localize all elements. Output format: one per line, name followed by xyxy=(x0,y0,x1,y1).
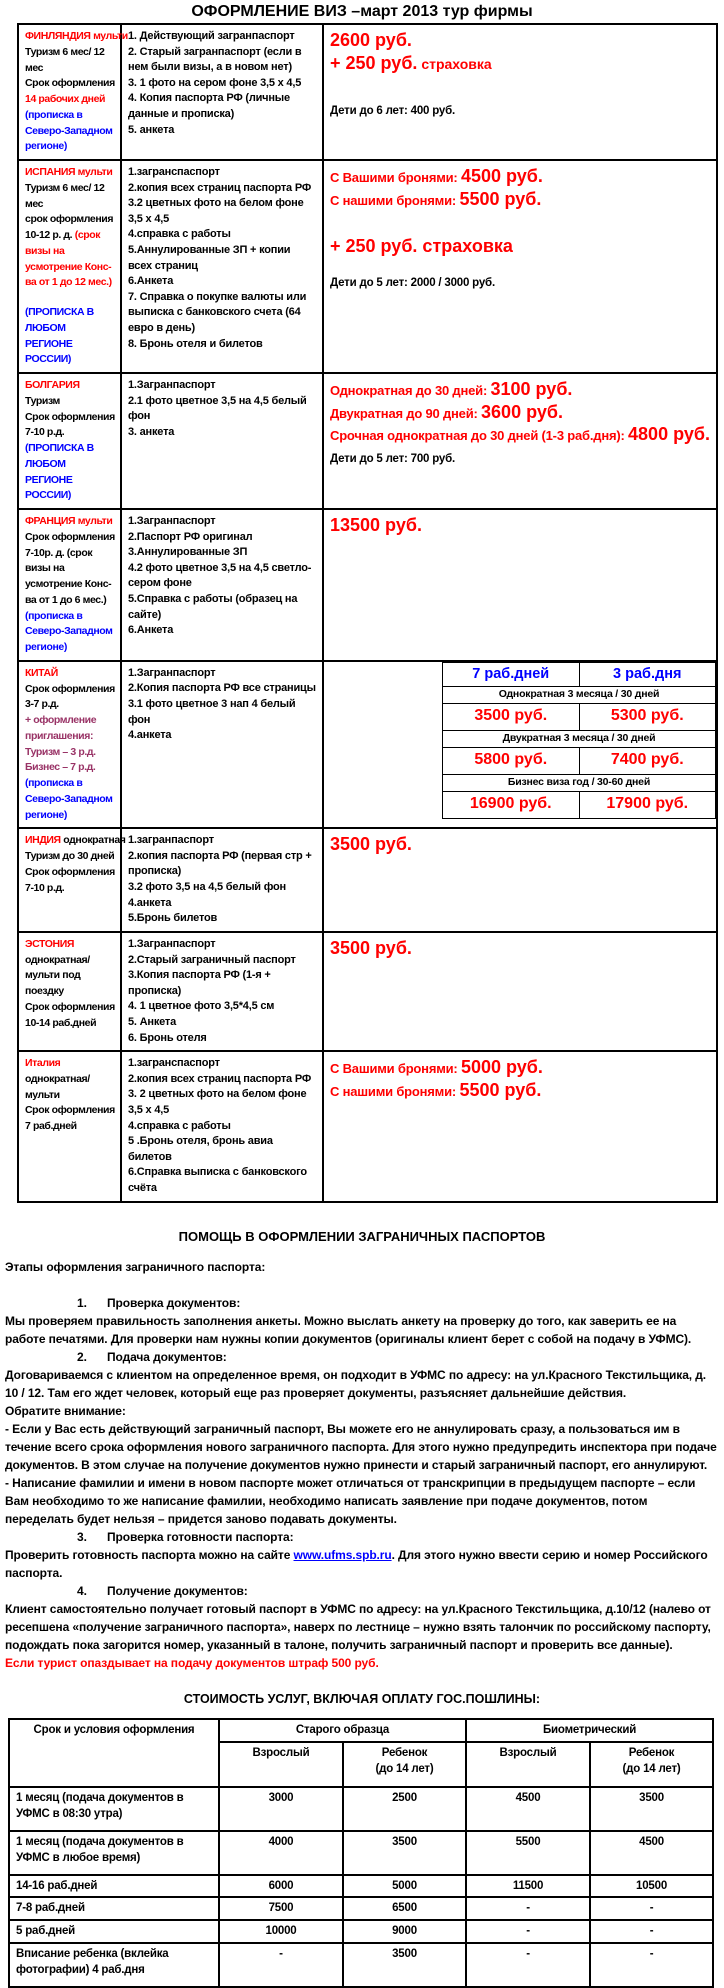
fees-table xyxy=(8,1718,714,1988)
step-2-text: Договариваемся с клиентом на определенное время, он подходит в УФМС по адресу: на ул.Красного Текстильщика, д. 10 / 12. Там его ждет человек, который еще раз проверяет документы, разъясняет дальнейшие действия. xyxy=(5,1367,707,1400)
price-main: 3500 руб. xyxy=(330,834,412,855)
price-cell-india xyxy=(323,828,717,932)
visa-row-france xyxy=(18,509,717,661)
fee-value: 3500 xyxy=(343,1943,466,1987)
china-grid-header-row xyxy=(443,662,716,686)
visa-row-finland xyxy=(18,24,717,160)
fee-value: 6000 xyxy=(219,1875,343,1898)
step-4-text: Клиент самостоятельно получает готовый паспорт в УФМС по адресу: на ул.Красного Текстильщика, д.10/12 (налево от ресепшена «получение заграничного паспорта», наверх по лестнице – нужно взять талончик по российскому паспорту, подождать пока загорится номер, указанный в талоне, получить заграничный паспорт и проверить все данные). xyxy=(5,1601,711,1652)
processing-time: срок оформления 10-12 р. д. (срок визы на усмотрение Конс-ва от 1 до 12 мес.) xyxy=(25,213,114,289)
visa-type: Туризм xyxy=(25,394,60,407)
doc-item: 5.Аннулированные ЗП + копии всех страниц xyxy=(128,244,291,272)
fees-row-label: 5 раб.дней xyxy=(9,1920,219,1943)
country-name: ЭСТОНИЯ xyxy=(25,937,74,950)
fee-value: - xyxy=(590,1920,713,1943)
processing-time: Срок оформления 7-10 р.д. xyxy=(25,410,115,439)
attention-note-1: - Если у Вас есть действующий заграничный паспорт, Вы можете его не аннулировать сразу, а пользоваться им в течение всего срока оформления нового заграничного паспорта. Для этого нужно предупредить инспектора при подаче документов. В этом случае на получение документов нужно принести и старый заграничный паспорт, его аннулируют. xyxy=(5,1421,717,1472)
fee-value: 4000 xyxy=(219,1831,343,1875)
fees-row-label: 1 месяц (подача документов в УФМС в 08:30 утра) xyxy=(9,1787,219,1831)
doc-item: 1.загранспаспорт xyxy=(128,166,220,178)
fees-heading: СТОИМОСТЬ УСЛУГ, ВКЛЮЧАЯ ОПЛАТУ ГОС.ПОШЛИНЫ: xyxy=(183,1691,541,1706)
country-name: Италия xyxy=(25,1057,61,1070)
fee-value: 11500 xyxy=(466,1875,590,1898)
steps-intro: Этапы оформления заграничного паспорта: xyxy=(5,1259,266,1274)
speed-3-days-header: 3 раб.дня xyxy=(579,662,716,686)
doc-item: 4.анкета xyxy=(128,729,172,742)
price-with-your-booking: С Вашими бронями: 5000 руб. xyxy=(330,1057,543,1078)
china-grid-section-row xyxy=(443,774,716,791)
country-cell-italy xyxy=(18,1051,121,1201)
documents-cell-spain xyxy=(121,160,323,373)
country-cell-france xyxy=(18,509,121,661)
price-value: 5300 руб. xyxy=(579,703,716,730)
invitation-tourism: Туризм – 3 р.д. xyxy=(25,745,96,758)
price-cell-spain xyxy=(323,160,717,373)
price-with-your-booking: С Вашими бронями: 4500 руб. xyxy=(330,166,543,186)
price-value: 17900 руб. xyxy=(579,791,716,818)
step-3-text: Проверить готовность паспорта можно на сайте www.ufms.spb.ru. Для этого нужно ввести серию и номер Российского паспорта. xyxy=(5,1547,708,1580)
insurance-line: + 250 руб. страховка xyxy=(330,52,492,73)
processing-time: Срок оформления 10-14 раб.дней xyxy=(25,1000,115,1029)
doc-item: 2.Старый заграничный паспорт xyxy=(128,953,296,966)
visa-table xyxy=(17,23,718,1203)
visa-type: однократная/мульти xyxy=(25,1072,90,1101)
country-cell-spain xyxy=(18,160,121,373)
fee-value: 7500 xyxy=(219,1897,343,1920)
country-name: КИТАЙ xyxy=(25,666,58,679)
price-main: 2600 руб. xyxy=(330,30,412,50)
step-number: 2. xyxy=(77,1349,87,1364)
step-number: 4. xyxy=(77,1583,87,1598)
fee-value: 10500 xyxy=(590,1875,713,1898)
kids-price: Дети до 6 лет: 400 руб. xyxy=(330,105,455,117)
step-2-title: 2. Подача документов: xyxy=(77,1349,227,1364)
step-1-text: Мы проверяем правильность заполнения анкеты. Можно выслать анкету на проверку до того, как заверить ее на работе печатями. Для проверки нам нужны копии документов (оригиналы клиент берет с собой на подачу в УФМС). xyxy=(5,1313,692,1346)
fee-value: - xyxy=(466,1897,590,1920)
price-value: 16900 руб. xyxy=(443,791,580,818)
doc-item: 8. Бронь отеля и билетов xyxy=(128,337,263,350)
doc-item: 3.1 фото цветное 3 нап 4 белый фон xyxy=(128,697,296,726)
region-note: (прописка в Северо-Западном регионе) xyxy=(25,108,113,153)
biometric-passport-header: Биометрический xyxy=(466,1719,713,1742)
country-cell-india xyxy=(18,828,126,932)
price-cell-estonia xyxy=(323,932,717,1051)
country-cell-finland xyxy=(18,24,128,160)
price-main: 3500 руб. xyxy=(330,937,412,958)
step-4-title: 4. Получение документов: xyxy=(77,1583,248,1598)
doc-item: 1.загранспаспорт xyxy=(128,1057,220,1070)
doc-item: 1.Загранпаспорт xyxy=(128,937,216,950)
page-title: ОФОРМЛЕНИЕ ВИЗ –март 2013 тур фирмы xyxy=(191,3,533,20)
step-number: 1. xyxy=(77,1295,87,1310)
doc-item: 4.справка с работы xyxy=(128,228,231,241)
country-name: ФИНЛЯНДИЯ мульти xyxy=(25,30,128,42)
price-value: 5800 руб. xyxy=(443,747,580,774)
documents-cell-bulgaria xyxy=(121,373,323,509)
processing-time: Срок оформления 7-10р. д. (срок визы на усмотрение Конс-ва от 1 до 6 мес.) xyxy=(25,530,115,606)
price-cell-france xyxy=(323,509,717,661)
step-number: 3. xyxy=(77,1529,87,1544)
doc-item: 4.справка с работы xyxy=(128,1119,231,1132)
fees-row-label: 14-16 раб.дней xyxy=(9,1875,219,1898)
step-3-title: 3. Проверка готовности паспорта: xyxy=(77,1529,294,1544)
china-grid-section-row xyxy=(443,730,716,747)
documents-cell-italy xyxy=(121,1051,323,1201)
country-name: ФРАНЦИЯ мульти xyxy=(25,515,113,527)
attention-title: Обратите внимание: xyxy=(5,1403,126,1418)
fees-row-label: Вписание ребенка (вклейка фотографии) 4 раб.дня xyxy=(9,1943,219,1987)
visa-type: однократная/мульти под поездку xyxy=(25,953,90,998)
china-grid-section-row xyxy=(443,686,716,703)
fee-value: - xyxy=(219,1943,343,1987)
invitation-note: + оформление приглашения: xyxy=(25,714,97,742)
doc-item: 3. 2 цветных фото на белом фоне 3,5 х 4,5 xyxy=(128,1088,307,1116)
doc-item: 6. Бронь отеля xyxy=(128,1031,207,1044)
doc-item: 3. анкета xyxy=(128,425,175,438)
invitation-business: Бизнес – 7 р.д. xyxy=(25,761,96,774)
documents-cell-france xyxy=(121,509,323,661)
doc-item: 1. Действующий загранпаспорт xyxy=(128,30,295,42)
visa-type: Туризм 6 мес/ 12 мес xyxy=(25,181,105,210)
speed-7-days-header: 7 раб.дней xyxy=(443,662,580,686)
fee-value: 3500 xyxy=(343,1831,466,1875)
step-1-title: 1. Проверка документов: xyxy=(77,1295,241,1310)
fees-row-label: 7-8 раб.дней xyxy=(9,1897,219,1920)
visa-row-india xyxy=(18,828,717,932)
price-value: 7400 руб. xyxy=(579,747,716,774)
doc-item: 4. 1 цветное фото 3,5*4,5 см xyxy=(128,1000,275,1013)
doc-item: 6.Анкета xyxy=(128,624,174,637)
doc-item: 5.Справка с работы (образец на сайте) xyxy=(128,593,298,621)
china-grid-price-row xyxy=(443,747,716,774)
doc-item: 3.Копия паспорта РФ (1-я + прописка) xyxy=(128,969,271,997)
ufms-website-link[interactable]: www.ufms.spb.ru xyxy=(293,1547,392,1562)
fees-col-terms-header: Срок и условия оформления xyxy=(9,1719,219,1787)
country-cell-estonia xyxy=(18,932,121,1051)
processing-time: Срок оформления 14 рабочих дней xyxy=(25,77,115,105)
fees-row xyxy=(9,1920,713,1943)
price-urgent-single: Срочная однократная до 30 дней (1-3 раб.дня): 4800 руб. xyxy=(330,424,710,444)
visa-type: Туризм до 30 дней xyxy=(25,850,115,862)
doc-item: 1.Загранпаспорт xyxy=(128,666,216,679)
country-name: ИСПАНИЯ мульти xyxy=(25,166,113,178)
late-fine-warning: Если турист опаздывает на подачу документов штраф 500 руб. xyxy=(5,1655,379,1670)
documents-cell-finland xyxy=(121,24,323,160)
kids-price: Дети до 5 лет: 2000 / 3000 руб. xyxy=(330,276,495,289)
country-name: БОЛГАРИЯ xyxy=(25,379,80,391)
price-with-our-booking: С нашими бронями: 5500 руб. xyxy=(330,188,542,209)
insurance-line: + 250 руб. страховка xyxy=(330,236,513,256)
fees-row xyxy=(9,1831,713,1875)
processing-time: Срок оформления 7 раб.дней xyxy=(25,1104,115,1133)
doc-item: 2.копия всех страниц паспорта РФ xyxy=(128,181,312,194)
price-main: 13500 руб. xyxy=(330,515,422,535)
single-entry-label: Однократная 3 месяца / 30 дней xyxy=(443,686,716,703)
price-cell-bulgaria xyxy=(323,373,717,509)
doc-item: 2.копия паспорта РФ (первая стр + прописка) xyxy=(128,849,312,878)
doc-item: 2.Паспорт РФ оригинал xyxy=(128,530,253,543)
fees-row xyxy=(9,1787,713,1831)
documents-cell-india xyxy=(121,828,323,932)
fee-value: - xyxy=(466,1920,590,1943)
doc-item: 7. Справка о покупке валюты или выписка с банковского счета (64 евро в день) xyxy=(128,290,307,335)
china-price-grid xyxy=(442,662,716,819)
doc-item: 1.Загранпаспорт xyxy=(128,379,216,391)
fee-value: 6500 xyxy=(343,1897,466,1920)
doc-item: 2.Копия паспорта РФ все страницы xyxy=(128,682,316,695)
visa-document-page xyxy=(0,3,724,1988)
doc-item: 4.2 фото цветное 3,5 на 4,5 светло-сером фоне xyxy=(128,561,312,590)
adult-header: Взрослый xyxy=(219,1742,343,1787)
region-note: (ПРОПИСКА В ЛЮБОМ РЕГИОНЕ РОССИИ) xyxy=(25,442,94,502)
fees-row xyxy=(9,1897,713,1920)
doc-item: 1.Загранпаспорт xyxy=(128,515,216,527)
documents-cell-china xyxy=(121,661,323,829)
fee-value: 3000 xyxy=(219,1787,343,1831)
price-cell-finland xyxy=(323,24,717,160)
passport-help-text xyxy=(5,1258,719,1672)
price-value: 3500 руб. xyxy=(443,703,580,730)
doc-item: 6.Анкета xyxy=(128,275,174,288)
visa-type: Туризм 6 мес/ 12 мес xyxy=(25,45,105,74)
doc-item: 1.загранпаспорт xyxy=(128,834,214,847)
processing-time: Срок оформления 7-10 р.д. xyxy=(25,865,115,894)
country-cell-bulgaria xyxy=(18,373,121,509)
visa-row-italy xyxy=(18,1051,717,1201)
china-grid-price-row xyxy=(443,703,716,730)
fee-value: 2500 xyxy=(343,1787,466,1831)
business-visa-label: Бизнес виза год / 30-60 дней xyxy=(443,774,716,791)
visa-row-china xyxy=(18,661,717,829)
doc-item: 4.анкета xyxy=(128,896,172,909)
adult-header: Взрослый xyxy=(466,1742,590,1787)
doc-item: 3.2 фото 3,5 на 4,5 белый фон xyxy=(128,881,286,894)
price-cell-china xyxy=(323,661,717,829)
documents-cell-estonia xyxy=(121,932,323,1051)
price-double-entry: Двукратная до 90 дней: 3600 руб. xyxy=(330,401,563,422)
doc-item: 6.Справка выписка с банковского счёта xyxy=(128,1166,307,1195)
child-header: Ребенок (до 14 лет) xyxy=(590,1742,713,1787)
doc-item: 2. Старый загранпаспорт (если в нем были визы, а в новом нет) xyxy=(128,45,302,74)
price-single-entry: Однократная до 30 дней: 3100 руб. xyxy=(330,379,573,399)
fees-row-label: 1 месяц (подача документов в УФМС в любое время) xyxy=(9,1831,219,1875)
fee-value: 10000 xyxy=(219,1920,343,1943)
doc-item: 3. 1 фото на сером фоне 3,5 х 4,5 xyxy=(128,76,302,89)
country-cell-china xyxy=(18,661,121,829)
attention-note-2: - Написание фамилии и имени в новом паспорте может отличаться от транскрипции в предыдущем паспорте – если Вам необходимо то же написание фамилии, необходимо написать заявление при подаче документов, потом переделать будет нельзя – придется заново подавать документы. xyxy=(5,1475,696,1526)
fee-value: 9000 xyxy=(343,1920,466,1943)
doc-item: 5. Анкета xyxy=(128,1015,177,1028)
region-note: (прописка в Северо-Западном регионе) xyxy=(25,609,113,653)
price-cell-italy xyxy=(323,1051,717,1201)
fees-header-row xyxy=(9,1719,713,1742)
doc-item: 2.копия всех страниц паспорта РФ xyxy=(128,1072,312,1085)
fee-value: - xyxy=(466,1943,590,1987)
doc-item: 3.Аннулированные ЗП xyxy=(128,546,248,559)
doc-item: 5.Бронь билетов xyxy=(128,912,218,925)
price-with-our-booking: С нашими бронями: 5500 руб. xyxy=(330,1079,542,1100)
fees-row xyxy=(9,1943,713,1987)
fee-value: 4500 xyxy=(590,1831,713,1875)
fees-row xyxy=(9,1875,713,1898)
fee-value: - xyxy=(590,1897,713,1920)
region-note: (ПРОПИСКА В ЛЮБОМ РЕГИОНЕ РОССИИ) xyxy=(25,306,94,366)
kids-price: Дети до 5 лет: 700 руб. xyxy=(330,452,455,465)
doc-item: 5. анкета xyxy=(128,123,175,136)
country-name: ИНДИЯ однократная xyxy=(25,834,126,847)
child-header: Ребенок (до 14 лет) xyxy=(343,1742,466,1787)
china-grid-price-row xyxy=(443,791,716,818)
fee-value: 4500 xyxy=(466,1787,590,1831)
visa-row-estonia xyxy=(18,932,717,1051)
doc-item: 2.1 фото цветное 3,5 на 4,5 белый фон xyxy=(128,394,307,423)
processing-time: Срок оформления 3-7 р.д. xyxy=(25,682,115,711)
region-note: (прописка в Северо-Западном регионе) xyxy=(25,777,113,821)
double-entry-label: Двукратная 3 месяца / 30 дней xyxy=(443,730,716,747)
passport-help-heading: ПОМОЩЬ В ОФОРМЛЕНИИ ЗАГРАНИЧНЫХ ПАСПОРТОВ xyxy=(178,1228,546,1244)
visa-row-spain xyxy=(18,160,717,373)
doc-item: 4. Копия паспорта РФ (личные данные и прописка) xyxy=(128,92,290,121)
old-type-passport-header: Старого образца xyxy=(219,1719,466,1742)
fee-value: - xyxy=(590,1943,713,1987)
fee-value: 5000 xyxy=(343,1875,466,1898)
visa-row-bulgaria xyxy=(18,373,717,509)
fee-value: 5500 xyxy=(466,1831,590,1875)
doc-item: 5 .Бронь отеля, бронь авиа билетов xyxy=(128,1135,273,1163)
fee-value: 3500 xyxy=(590,1787,713,1831)
doc-item: 3.2 цветных фото на белом фоне 3,5 х 4,5 xyxy=(128,197,304,225)
